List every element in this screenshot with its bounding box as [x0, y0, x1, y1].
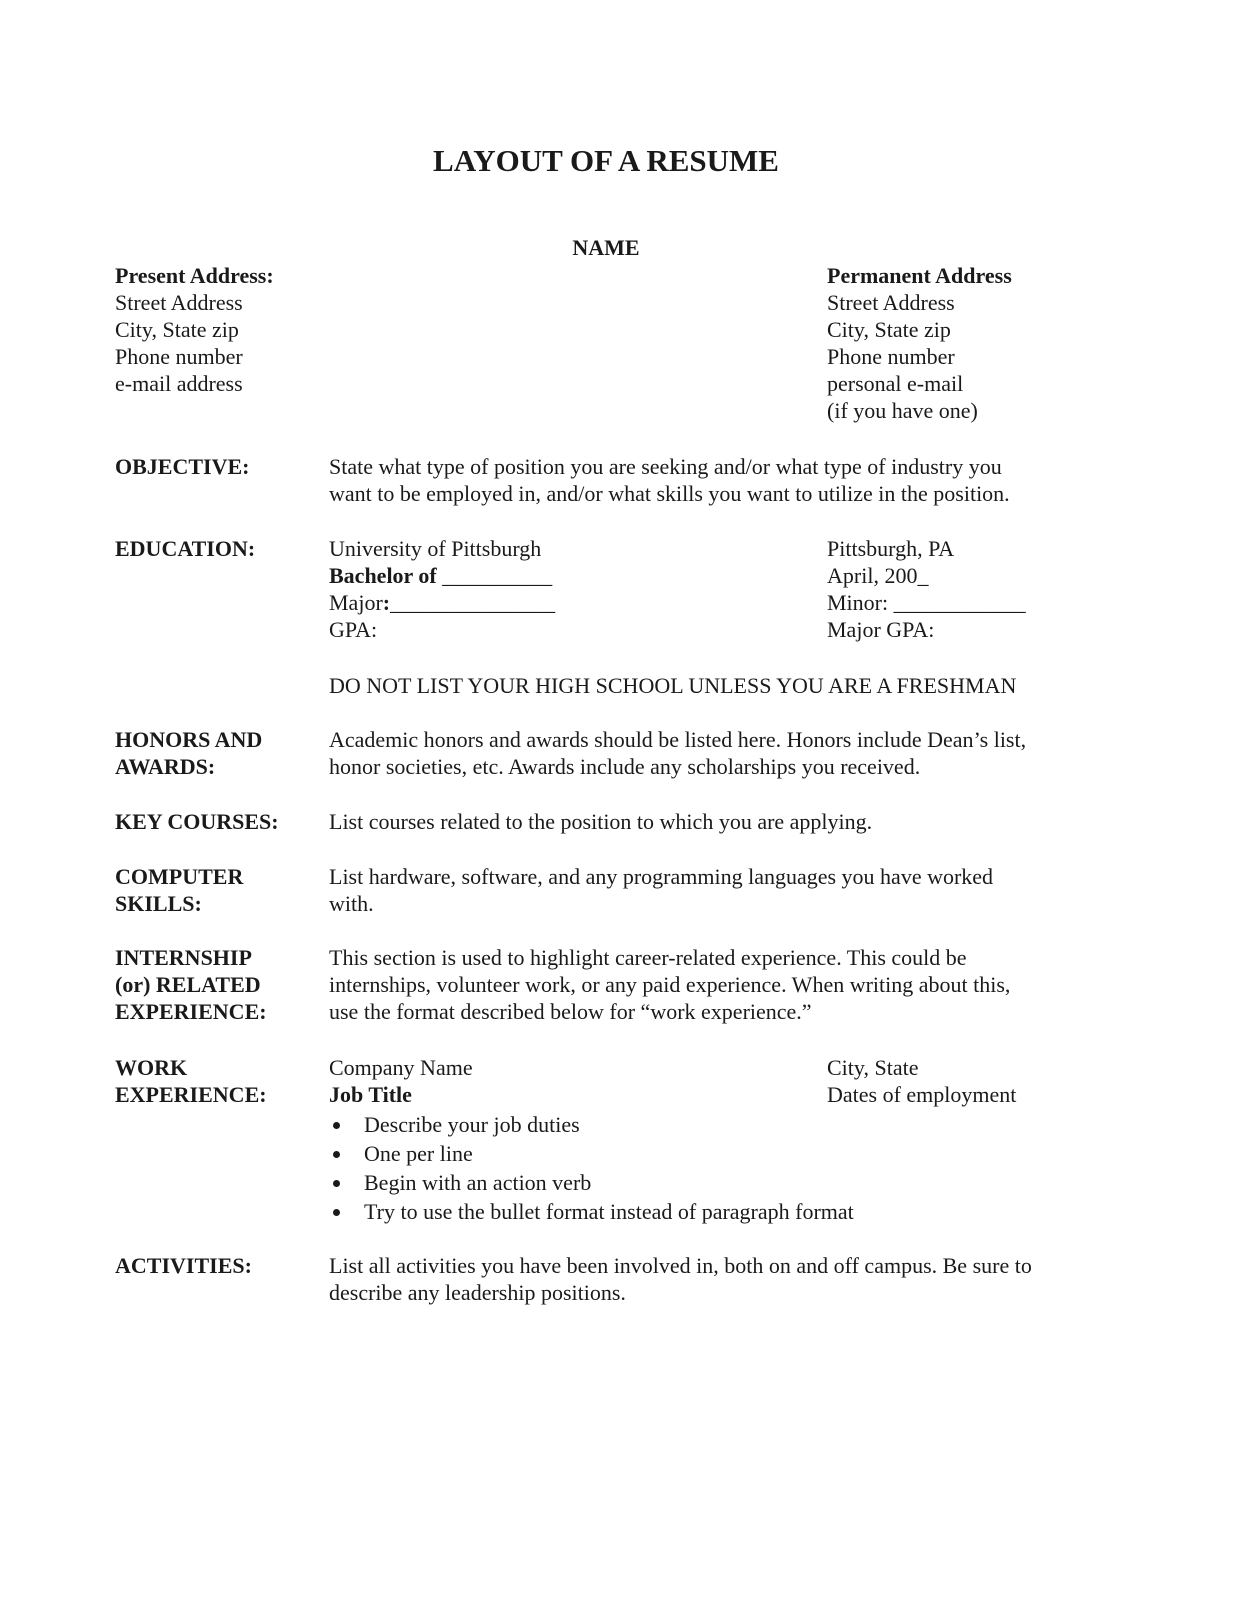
internship-text: [329, 944, 1010, 1025]
gpa-line: GPA:: [329, 617, 378, 642]
present-address-line: City, State zip: [115, 317, 239, 342]
major-label: Major: [329, 590, 383, 615]
honors-line: honor societies, etc. Awards include any scholarships you received.: [329, 754, 921, 779]
education-label: EDUCATION:: [115, 536, 256, 561]
present-address-line: Street Address: [115, 290, 243, 315]
university-name: University of Pittsburgh: [329, 536, 542, 561]
permanent-address-line: City, State zip: [827, 317, 951, 342]
honors-label-line: AWARDS:: [115, 754, 216, 779]
internship-label: [115, 944, 267, 1025]
work-label-line: WORK: [115, 1055, 188, 1080]
education-details: [329, 535, 555, 643]
computer-skills-line: List hardware, software, and any programming languages you have worked: [329, 864, 994, 889]
graduation-date: April, 200_: [827, 563, 929, 588]
degree-label: Bachelor of: [329, 563, 437, 588]
present-address-block: [115, 262, 274, 397]
key-courses-label: KEY COURSES:: [115, 809, 279, 834]
list-item: One per line: [329, 1139, 854, 1168]
activities-label: ACTIVITIES:: [115, 1253, 252, 1278]
education-location: Pittsburgh, PA: [827, 536, 955, 561]
objective-label: OBJECTIVE:: [115, 454, 250, 479]
name-heading: NAME: [572, 235, 640, 260]
job-title: Job Title: [329, 1082, 412, 1107]
computer-skills-label: [115, 863, 243, 917]
company-name: Company Name: [329, 1055, 473, 1080]
activities-line: describe any leadership positions.: [329, 1280, 626, 1305]
degree-line: [329, 562, 555, 589]
permanent-address-heading: Permanent Address: [827, 263, 1012, 288]
work-right-column: [827, 1054, 1016, 1108]
permanent-address-line: Street Address: [827, 290, 955, 315]
degree-blank: __________: [436, 563, 553, 588]
education-right-column: [827, 535, 1026, 643]
work-label-line: EXPERIENCE:: [115, 1082, 267, 1107]
list-item: Try to use the bullet format instead of paragraph format: [329, 1197, 854, 1226]
honors-label-line: HONORS AND: [115, 727, 263, 752]
present-address-line: e-mail address: [115, 371, 243, 396]
honors-text: [329, 726, 1026, 780]
objective-line: State what type of position you are seeking and/or what type of industry you: [329, 454, 1002, 479]
page-title: LAYOUT OF A RESUME: [433, 143, 779, 178]
list-item: Begin with an action verb: [329, 1168, 854, 1197]
minor-line: Minor: ____________: [827, 590, 1026, 615]
internship-line: This section is used to highlight career-related experience. This could be: [329, 945, 967, 970]
major-line: [329, 589, 555, 616]
honors-line: Academic honors and awards should be listed here. Honors include Dean’s list,: [329, 727, 1027, 752]
work-experience-label: [115, 1054, 267, 1108]
activities-line: List all activities you have been involved in, both on and off campus. Be sure to: [329, 1253, 1032, 1278]
computer-skills-label-line: SKILLS:: [115, 891, 202, 916]
employment-dates: Dates of employment: [827, 1082, 1017, 1107]
major-gpa-line: Major GPA:: [827, 617, 935, 642]
permanent-address-line: personal e-mail: [827, 371, 964, 396]
major-blank: _______________: [390, 590, 556, 615]
high-school-note: DO NOT LIST YOUR HIGH SCHOOL UNLESS YOU ARE A FRESHMAN: [329, 673, 1017, 698]
internship-line: internships, volunteer work, or any paid experience. When writing about this,: [329, 972, 1011, 997]
present-address-heading: Present Address:: [115, 263, 274, 288]
permanent-address-line: Phone number: [827, 344, 955, 369]
major-colon: :: [382, 590, 391, 615]
internship-label-line: (or) RELATED: [115, 972, 261, 997]
computer-skills-text: [329, 863, 993, 917]
job-duties-list: [329, 1110, 854, 1226]
activities-text: [329, 1252, 1032, 1306]
list-item: Describe your job duties: [329, 1110, 854, 1139]
computer-skills-line: with.: [329, 891, 374, 916]
key-courses-text: List courses related to the position to which you are applying.: [329, 809, 873, 834]
permanent-address-line: (if you have one): [827, 398, 978, 423]
permanent-address-block: [827, 262, 1012, 424]
objective-text: [329, 453, 1010, 507]
work-city-state: City, State: [827, 1055, 919, 1080]
objective-line: want to be employed in, and/or what skills you want to utilize in the position.: [329, 481, 1010, 506]
internship-label-line: INTERNSHIP: [115, 945, 252, 970]
internship-label-line: EXPERIENCE:: [115, 999, 267, 1024]
internship-line: use the format described below for “work experience.”: [329, 999, 812, 1024]
honors-label: [115, 726, 262, 780]
computer-skills-label-line: COMPUTER: [115, 864, 244, 889]
work-experience-details: [329, 1054, 854, 1226]
present-address-line: Phone number: [115, 344, 243, 369]
